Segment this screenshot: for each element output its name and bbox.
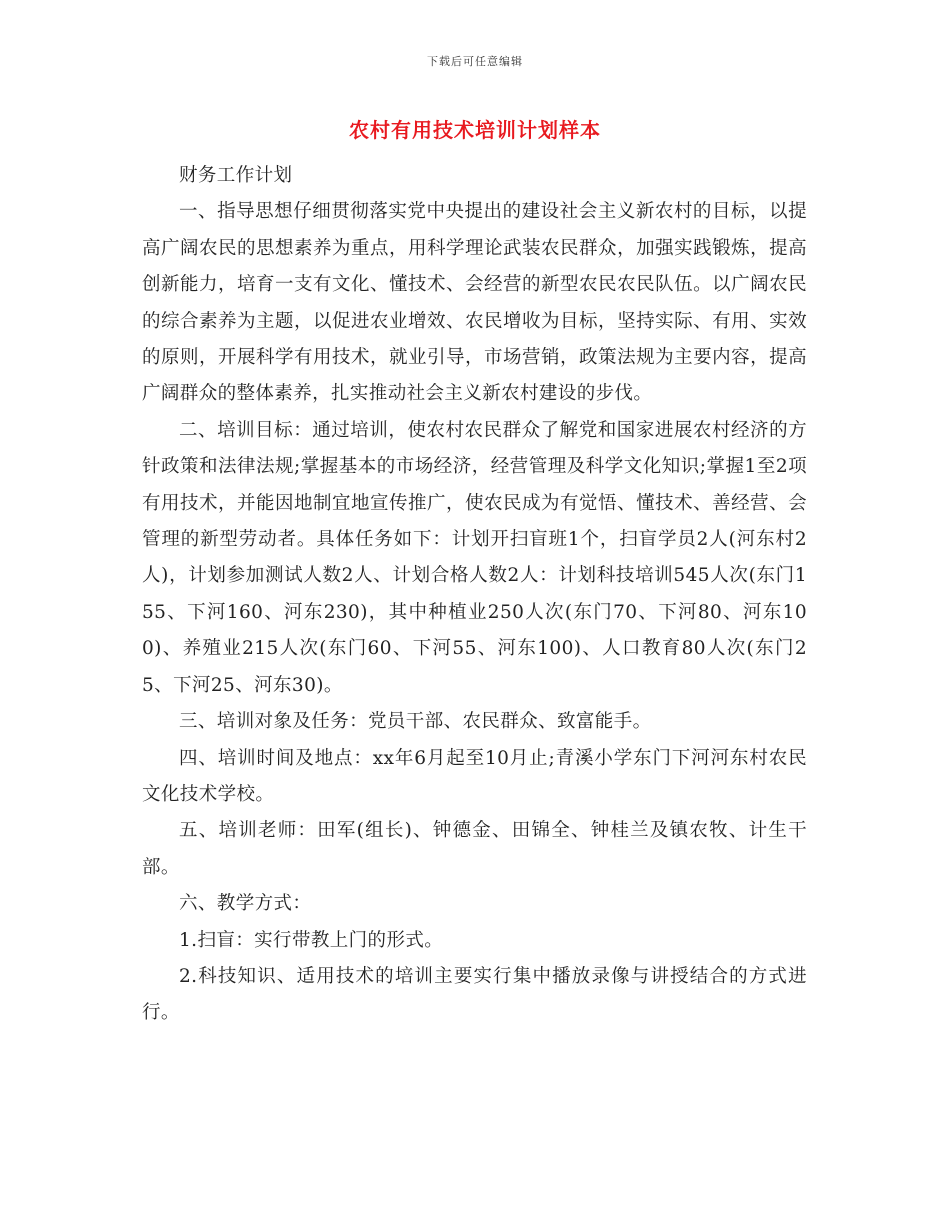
paragraph-training-time-place: 四、培训时间及地点：xx年6月起至10月止;青溪小学东门下河河东村农民文化技术学校。 — [142, 747, 807, 805]
paragraph-heading: 财务工作计划 — [179, 165, 293, 186]
document-body — [142, 158, 807, 1032]
paragraph-training-teachers: 五、培训老师：田军(组长)、钟德金、田锦全、钟桂兰及镇农牧、计生干部。 — [142, 820, 807, 878]
paragraph-method-technology: 2.科技知识、适用技术的培训主要实行集中播放录像与讲授结合的方式进行。 — [142, 965, 807, 1024]
paragraph-training-targets: 三、培训对象及任务：党员干部、农民群众、致富能手。 — [179, 711, 652, 733]
paragraph-guiding-thought: 一、指导思想仔细贯彻落实党中央提出的建设社会主义新农村的目标，以提高广阔农民的思想素养为重点，用科学理论武装农民群众，加强实践锻炼，提高创新能力，培育一支有文化、懂技术、会经营的新型农民农民队伍。以广阔农民的综合素养为主题，以促进农业增效、农民增收为目标，坚持实际、有用、实效的原则，开展科学有用技术，就业引导，市场营销，政策法规为主要内容，提高广阔群众的整体素养，扎实推动社会主义新农村建设的步伐。 — [142, 201, 807, 405]
document-title: 农村有用技术培训计划样本 — [349, 118, 601, 142]
paragraph-teaching-methods: 六、教学方式： — [179, 893, 312, 915]
paragraph-method-literacy: 1.扫盲：实行带教上门的形式。 — [179, 929, 444, 951]
paragraph-training-goals: 二、培训目标：通过培训，使农村农民群众了解党和国家进展农村经济的方针政策和法律法规;掌握基本的市场经济，经营管理及科学文化知识;掌握1至2项有用技术，并能因地制宜地宣传推广，使农民成为有觉悟、懂技术、善经营、会管理的新型劳动者。具体任务如下：计划开扫盲班1个，扫盲学员2人(河东村2人)，计划参加测试人数2人、计划合格人数2人：计划科技培训545人次(东门155、下河160、河东230)，其中种植业250人次(东门70、下河80、河东100)、养殖业215人次(东门60、下河55、河东100)、人口教育80人次(东门25、下河25、河东30)。 — [142, 419, 807, 696]
page-header-note: 下载后可任意编辑 — [427, 55, 523, 68]
